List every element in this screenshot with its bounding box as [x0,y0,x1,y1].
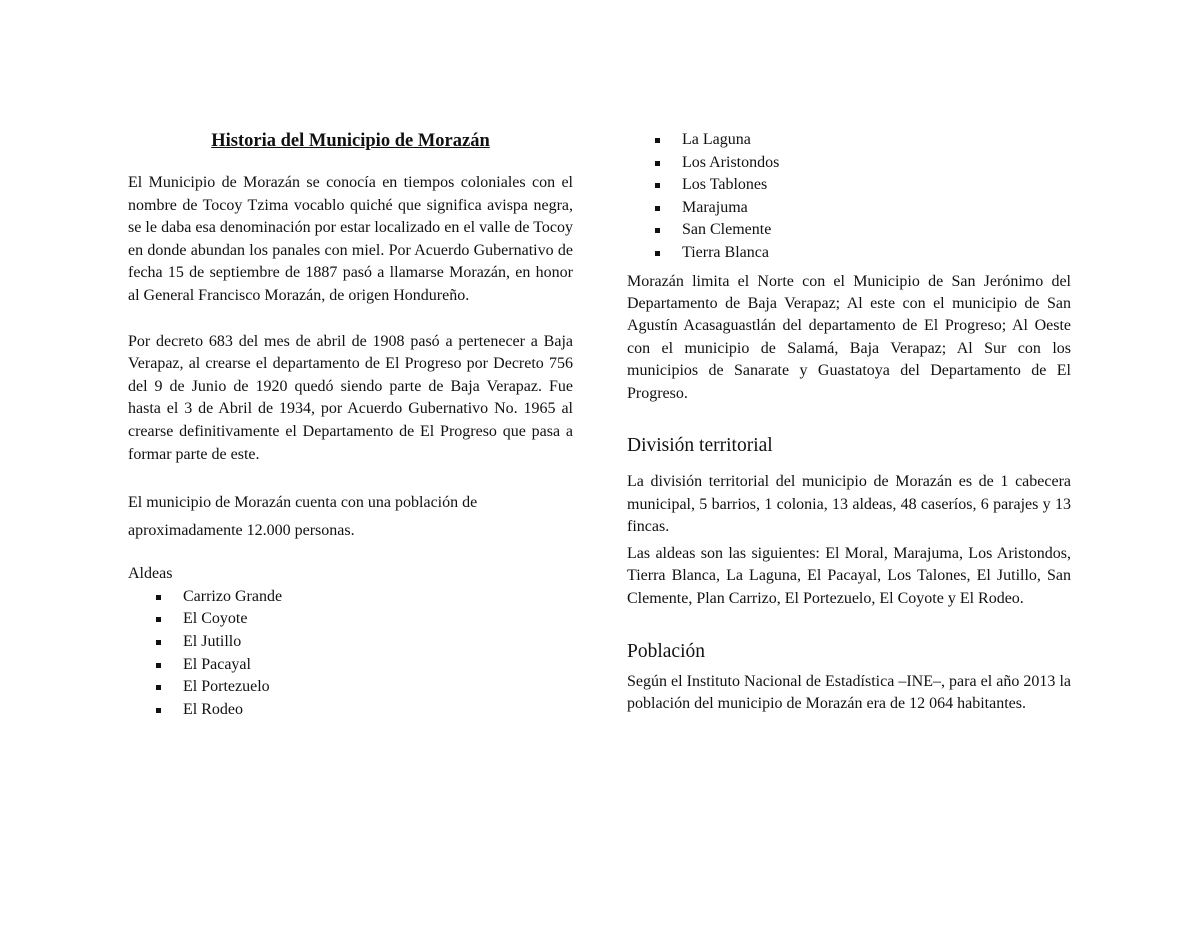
bullet-square-icon [655,183,660,188]
list-item [627,242,1071,265]
bullet-square-icon [655,138,660,143]
list-item-label: El Portezuelo [183,678,270,696]
list-item-label: El Pacayal [183,655,251,673]
bullet-square-icon [655,228,660,233]
list-item [627,219,1071,242]
bullet-square-icon [156,640,161,645]
history-paragraph-1: El Municipio de Morazán se conocía en tiempos coloniales con el nombre de Tocoy Tzima vocablo quiché que significa avispa negra, se le daba esa denominación por estar localizado en el valle de Tocoy en donde abundan los panales con miel. Por Acuerdo Gubernativo de fecha 15 de septiembre de 1887 pasó a llamarse Morazán, en honor al General Francisco Morazán, de origen Hondureño. [128,174,573,304]
division-paragraph-2: Las aldeas son las siguientes: El Moral, Marajuma, Los Aristondos, Tierra Blanca, La Laguna, El Pacayal, Los Talones, El Jutillo, San Clemente, Plan Carrizo, El Portezuelo, El Coyote y El Rodeo. [627,544,1071,607]
left-column [128,128,573,721]
population-paragraph: El municipio de Morazán cuenta con una población de aproximadamente 12.000 personas. [128,494,478,540]
list-item-label: El Coyote [183,610,248,628]
poblacion-paragraph: Según el Instituto Nacional de Estadística –INE–, para el año 2013 la población del municipio de Morazán era de 12 064 habitantes. [627,672,1071,713]
bullet-square-icon [655,206,660,211]
list-item-label: El Rodeo [183,700,243,718]
bullet-square-icon [156,663,161,668]
list-item-label: Los Aristondos [682,153,780,171]
aldeas-label: Aldeas [128,565,173,583]
bullet-square-icon [156,708,161,713]
list-item [627,174,1071,197]
limits-paragraph: Morazán limita el Norte con el Municipio de San Jerónimo del Departamento de Baja Verapaz; Al este con el municipio de San Agustín Acasaguastlán del departamento de El Progreso; Al Oeste con el municipio de Salamá, Baja Verapaz; Al Sur con los municipios de Sanarate y Guastatoya del Departamento de El Progreso. [627,272,1071,402]
document-title: Historia del Municipio de Morazán [211,131,490,151]
list-item-label: Tierra Blanca [682,243,769,261]
list-item-label: La Laguna [682,131,751,148]
aldeas-list [128,586,573,722]
history-paragraph-2: Por decreto 683 del mes de abril de 1908 pasó a pertenecer a Baja Verapaz, al crearse el departamento de El Progreso por Decreto 756 del 9 de Junio de 1920 quedó siendo parte de Baja Verapaz. Fue hasta el 3 de Abril de 1934, por Acuerdo Gubernativo No. 1965 al crearse definitivamente el Departamento de El Progreso que pasa a formar parte de este. [128,332,573,463]
bullet-square-icon [156,617,161,622]
poblacion-heading: Población [627,640,705,662]
bullet-square-icon [156,595,161,600]
list-item [128,676,573,699]
list-item-label: Los Tablones [682,176,768,194]
list-item-label: El Jutillo [183,632,242,650]
list-item [128,586,573,609]
list-item-label: Carrizo Grande [183,587,283,605]
list-item [128,631,573,654]
bullet-square-icon [655,161,660,166]
list-item-label: Marajuma [682,198,748,216]
list-item [128,699,573,722]
list-item [627,152,1071,175]
list-item [128,608,573,631]
list-item [627,197,1071,220]
division-paragraph-1: La división territorial del municipio de Morazán es de 1 cabecera municipal, 5 barrios, 1 colonia, 13 aldeas, 48 caseríos, 6 parajes y 13 fincas. [627,473,1071,536]
bullet-square-icon [655,251,660,256]
aldeas-list-continued [627,129,1071,265]
division-territorial-heading: División territorial [627,435,773,456]
bullet-square-icon [156,685,161,690]
list-item-label: San Clemente [682,221,772,239]
right-column [627,129,1071,716]
list-item [627,129,1071,152]
list-item [128,654,573,677]
